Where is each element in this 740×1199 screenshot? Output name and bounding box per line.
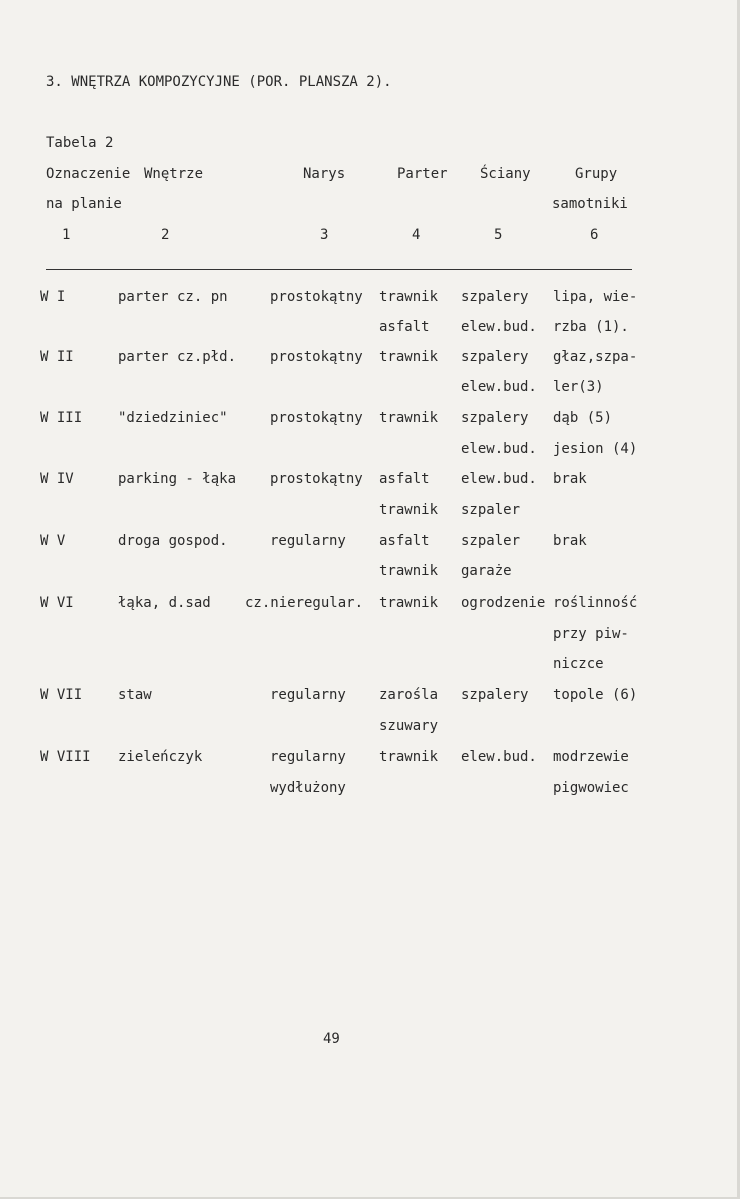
row-sciany: szpalery (461, 687, 529, 703)
header-sciany: Ściany (480, 166, 531, 182)
row-narys: prostokątny (270, 349, 363, 365)
header-na-planie: na planie (46, 196, 122, 212)
row-wnetrze: staw (118, 687, 152, 703)
row-wnetrze: parter cz.płd. (118, 349, 237, 365)
row-grupy: brak (553, 471, 587, 487)
table-caption: Tabela 2 (46, 135, 114, 151)
column-number: 1 (62, 227, 71, 243)
row-grupy: brak (553, 533, 587, 549)
row-id: W VIII (40, 749, 91, 765)
row-parter: trawnik (379, 502, 439, 518)
table-header-rule (46, 269, 632, 270)
row-parter: trawnik (379, 749, 439, 765)
row-id: W IV (40, 471, 74, 487)
row-narys: prostokątny (270, 410, 363, 426)
row-wnetrze: zieleńczyk (118, 749, 203, 765)
row-wnetrze: łąka, d.sad (118, 595, 211, 611)
header-grupy: Grupy (575, 166, 618, 182)
row-parter: asfalt (379, 533, 430, 549)
row-sciany: elew.bud. (461, 441, 537, 457)
row-grupy: roślinność (553, 595, 638, 611)
row-grupy: dąb (5) (553, 410, 613, 426)
column-number: 6 (590, 227, 599, 243)
row-parter: trawnik (379, 563, 439, 579)
row-parter: trawnik (379, 349, 439, 365)
row-narys: wydłużony (270, 780, 346, 796)
row-wnetrze: droga gospod. (118, 533, 228, 549)
header-oznaczenie: Oznaczenie (46, 166, 131, 182)
column-number: 5 (494, 227, 503, 243)
row-sciany: elew.bud. (461, 749, 537, 765)
row-id: W I (40, 289, 66, 305)
row-id: W VI (40, 595, 74, 611)
row-grupy: modrzewie (553, 749, 629, 765)
column-number: 2 (161, 227, 170, 243)
row-parter: asfalt (379, 471, 430, 487)
row-narys: prostokątny (270, 471, 363, 487)
row-sciany: szpalery (461, 289, 529, 305)
row-parter: szuwary (379, 718, 439, 734)
row-narys: cz.nieregular. (245, 595, 364, 611)
row-wnetrze: "dziedziniec" (118, 410, 228, 426)
column-number: 3 (320, 227, 329, 243)
row-sciany: szpalery (461, 349, 529, 365)
header-samotniki: samotniki (552, 196, 628, 212)
row-id: W V (40, 533, 66, 549)
row-grupy: niczce (553, 656, 604, 672)
row-wnetrze: parking - łąka (118, 471, 237, 487)
header-narys: Narys (303, 166, 346, 182)
page-number: 49 (323, 1031, 340, 1047)
row-grupy: przy piw- (553, 626, 629, 642)
row-id: W III (40, 410, 83, 426)
row-sciany: szpaler (461, 502, 521, 518)
row-parter: trawnik (379, 410, 439, 426)
row-grupy: głaz,szpa- (553, 349, 638, 365)
row-parter: trawnik (379, 289, 439, 305)
row-grupy: pigwowiec (553, 780, 629, 796)
row-sciany: elew.bud. (461, 471, 537, 487)
section-heading: 3. WNĘTRZA KOMPOZYCYJNE (POR. PLANSZA 2). (46, 74, 392, 90)
row-sciany: szpalery (461, 410, 529, 426)
row-grupy: rzba (1). (553, 319, 629, 335)
row-parter: trawnik (379, 595, 439, 611)
column-number: 4 (412, 227, 421, 243)
row-id: W II (40, 349, 74, 365)
row-narys: regularny (270, 533, 346, 549)
header-wnetrze: Wnętrze (144, 166, 204, 182)
row-grupy: ler(3) (553, 379, 604, 395)
row-narys: regularny (270, 687, 346, 703)
row-sciany: garaże (461, 563, 512, 579)
row-grupy: topole (6) (553, 687, 638, 703)
row-parter: zarośla (379, 687, 439, 703)
row-parter: asfalt (379, 319, 430, 335)
row-sciany: elew.bud. (461, 379, 537, 395)
row-sciany: ogrodzenie (461, 595, 546, 611)
row-narys: regularny (270, 749, 346, 765)
row-id: W VII (40, 687, 83, 703)
header-parter: Parter (397, 166, 448, 182)
row-grupy: jesion (4) (553, 441, 638, 457)
row-grupy: lipa, wie- (553, 289, 638, 305)
row-sciany: elew.bud. (461, 319, 537, 335)
row-wnetrze: parter cz. pn (118, 289, 228, 305)
row-narys: prostokątny (270, 289, 363, 305)
row-sciany: szpaler (461, 533, 521, 549)
